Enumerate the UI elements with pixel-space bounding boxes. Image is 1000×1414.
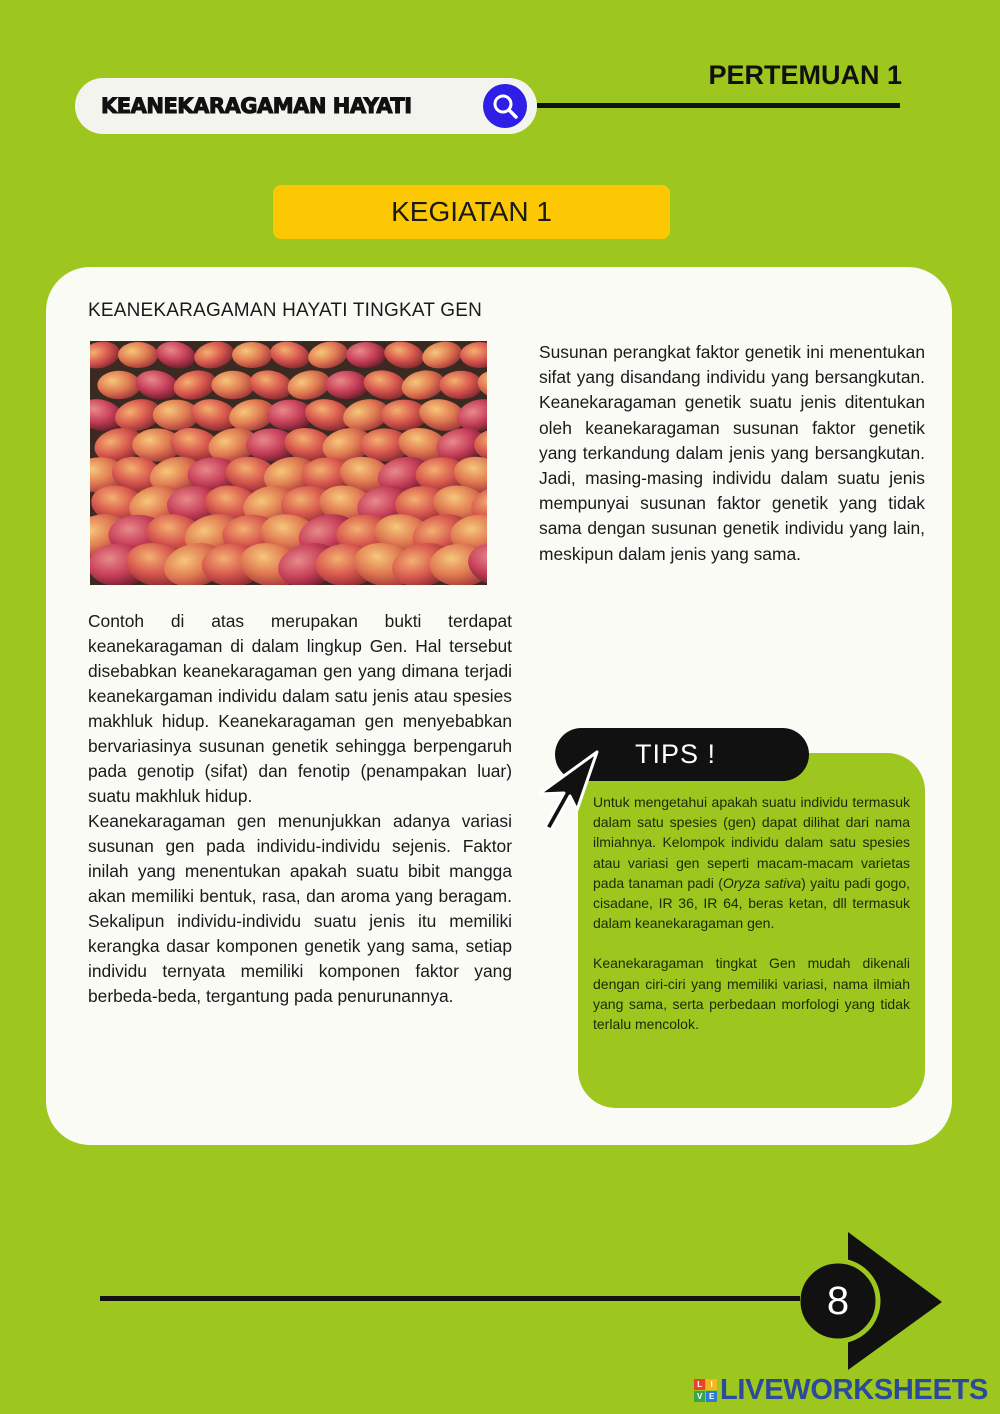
footer-divider <box>100 1296 820 1301</box>
topic-title: KEANEKARAGAMAN HAYATI <box>101 94 412 118</box>
brand-name: LIVEWORKSHEETS <box>720 1374 989 1406</box>
meeting-label: PERTEMUAN 1 <box>708 60 902 90</box>
left-paragraph-2: Keanekaragaman gen menunjukkan adanya variasi susunan gen pada individu-individu sejenis. Faktor inilah yang menentukan apakah suatu bibit mangga akan memiliki bentuk, rasa, dan aroma yang beragam. Sekalipun individu-individu suatu jenis itu memiliki kerangka dasar komponen genetik yang sama, setiap individu ternyata memiliki komponen faktor yang berbeda-beda, tergantung pada penurunannya. <box>88 811 512 1006</box>
search-icon <box>491 92 519 120</box>
page-number: 8 <box>826 1278 850 1323</box>
tips-text <box>593 792 910 1054</box>
topic-pill <box>75 78 537 134</box>
activity-banner: KEGIATAN 1 <box>273 185 670 239</box>
brand-logo-icon: L I V E <box>694 1379 717 1402</box>
brand-logo[interactable] <box>694 1374 988 1407</box>
mango-photo <box>90 341 487 585</box>
body-text-right <box>539 340 925 567</box>
tips-paragraph-1: Untuk mengetahui apakah suatu individu termasuk dalam satu spesies (gen) dapat dilihat dari nama ilmiahnya. Kelompok individu dalam satu spesies atau variasi gen seperti macam-macam varietas pada tanaman padi (Oryza sativa) yaitu padi gogo, cisadane, IR 36, IR 64, beras ketan, dll termasuk dalam keanekaragaman gen. <box>593 794 910 932</box>
tips-paragraph-2: Keanekaragaman tingkat Gen mudah dikenali dengan ciri-ciri yang memiliki variasi, nama ilmiah yang sama, serta perbedaan morfologi yang tidak terlalu mencolok. <box>593 955 910 1033</box>
tips-label: TIPS ! <box>555 728 809 781</box>
cursor-arrow-icon <box>537 748 599 832</box>
left-paragraph-1: Contoh di atas merupakan bukti terdapat keanekaragaman di dalam lingkup Gen. Hal tersebut disebabkan keanekaragaman gen yang dimana terjadi keanekargaman individu dalam satu jenis atau spesies makhluk hidup. Keanekaragaman gen menyebabkan bervariasinya susunan genetik sehingga berpengaruh pada genotip (sifat) dan fenotip (penampakan luar) suatu makhluk hidup. <box>88 611 512 806</box>
right-paragraph-1: Susunan perangkat faktor genetik ini menentukan sifat yang disandang individu yang bersangkutan. Keanekaragaman genetik suatu jenis ditentukan oleh keanekaragaman susunan faktor genetik yang terkandung dalam jenis yang bersangkutan. Jadi, masing-masing individu dalam suatu jenis mempunyai susunan faktor genetik yang tidak sama dengan susunan genetik individu yang lain, meskipun dalam jenis yang sama. <box>539 342 925 564</box>
header-divider <box>537 103 900 108</box>
body-text-left <box>88 609 512 1009</box>
section-heading: KEANEKARAGAMAN HAYATI TINGKAT GEN <box>88 300 483 321</box>
search-button[interactable] <box>483 84 527 128</box>
